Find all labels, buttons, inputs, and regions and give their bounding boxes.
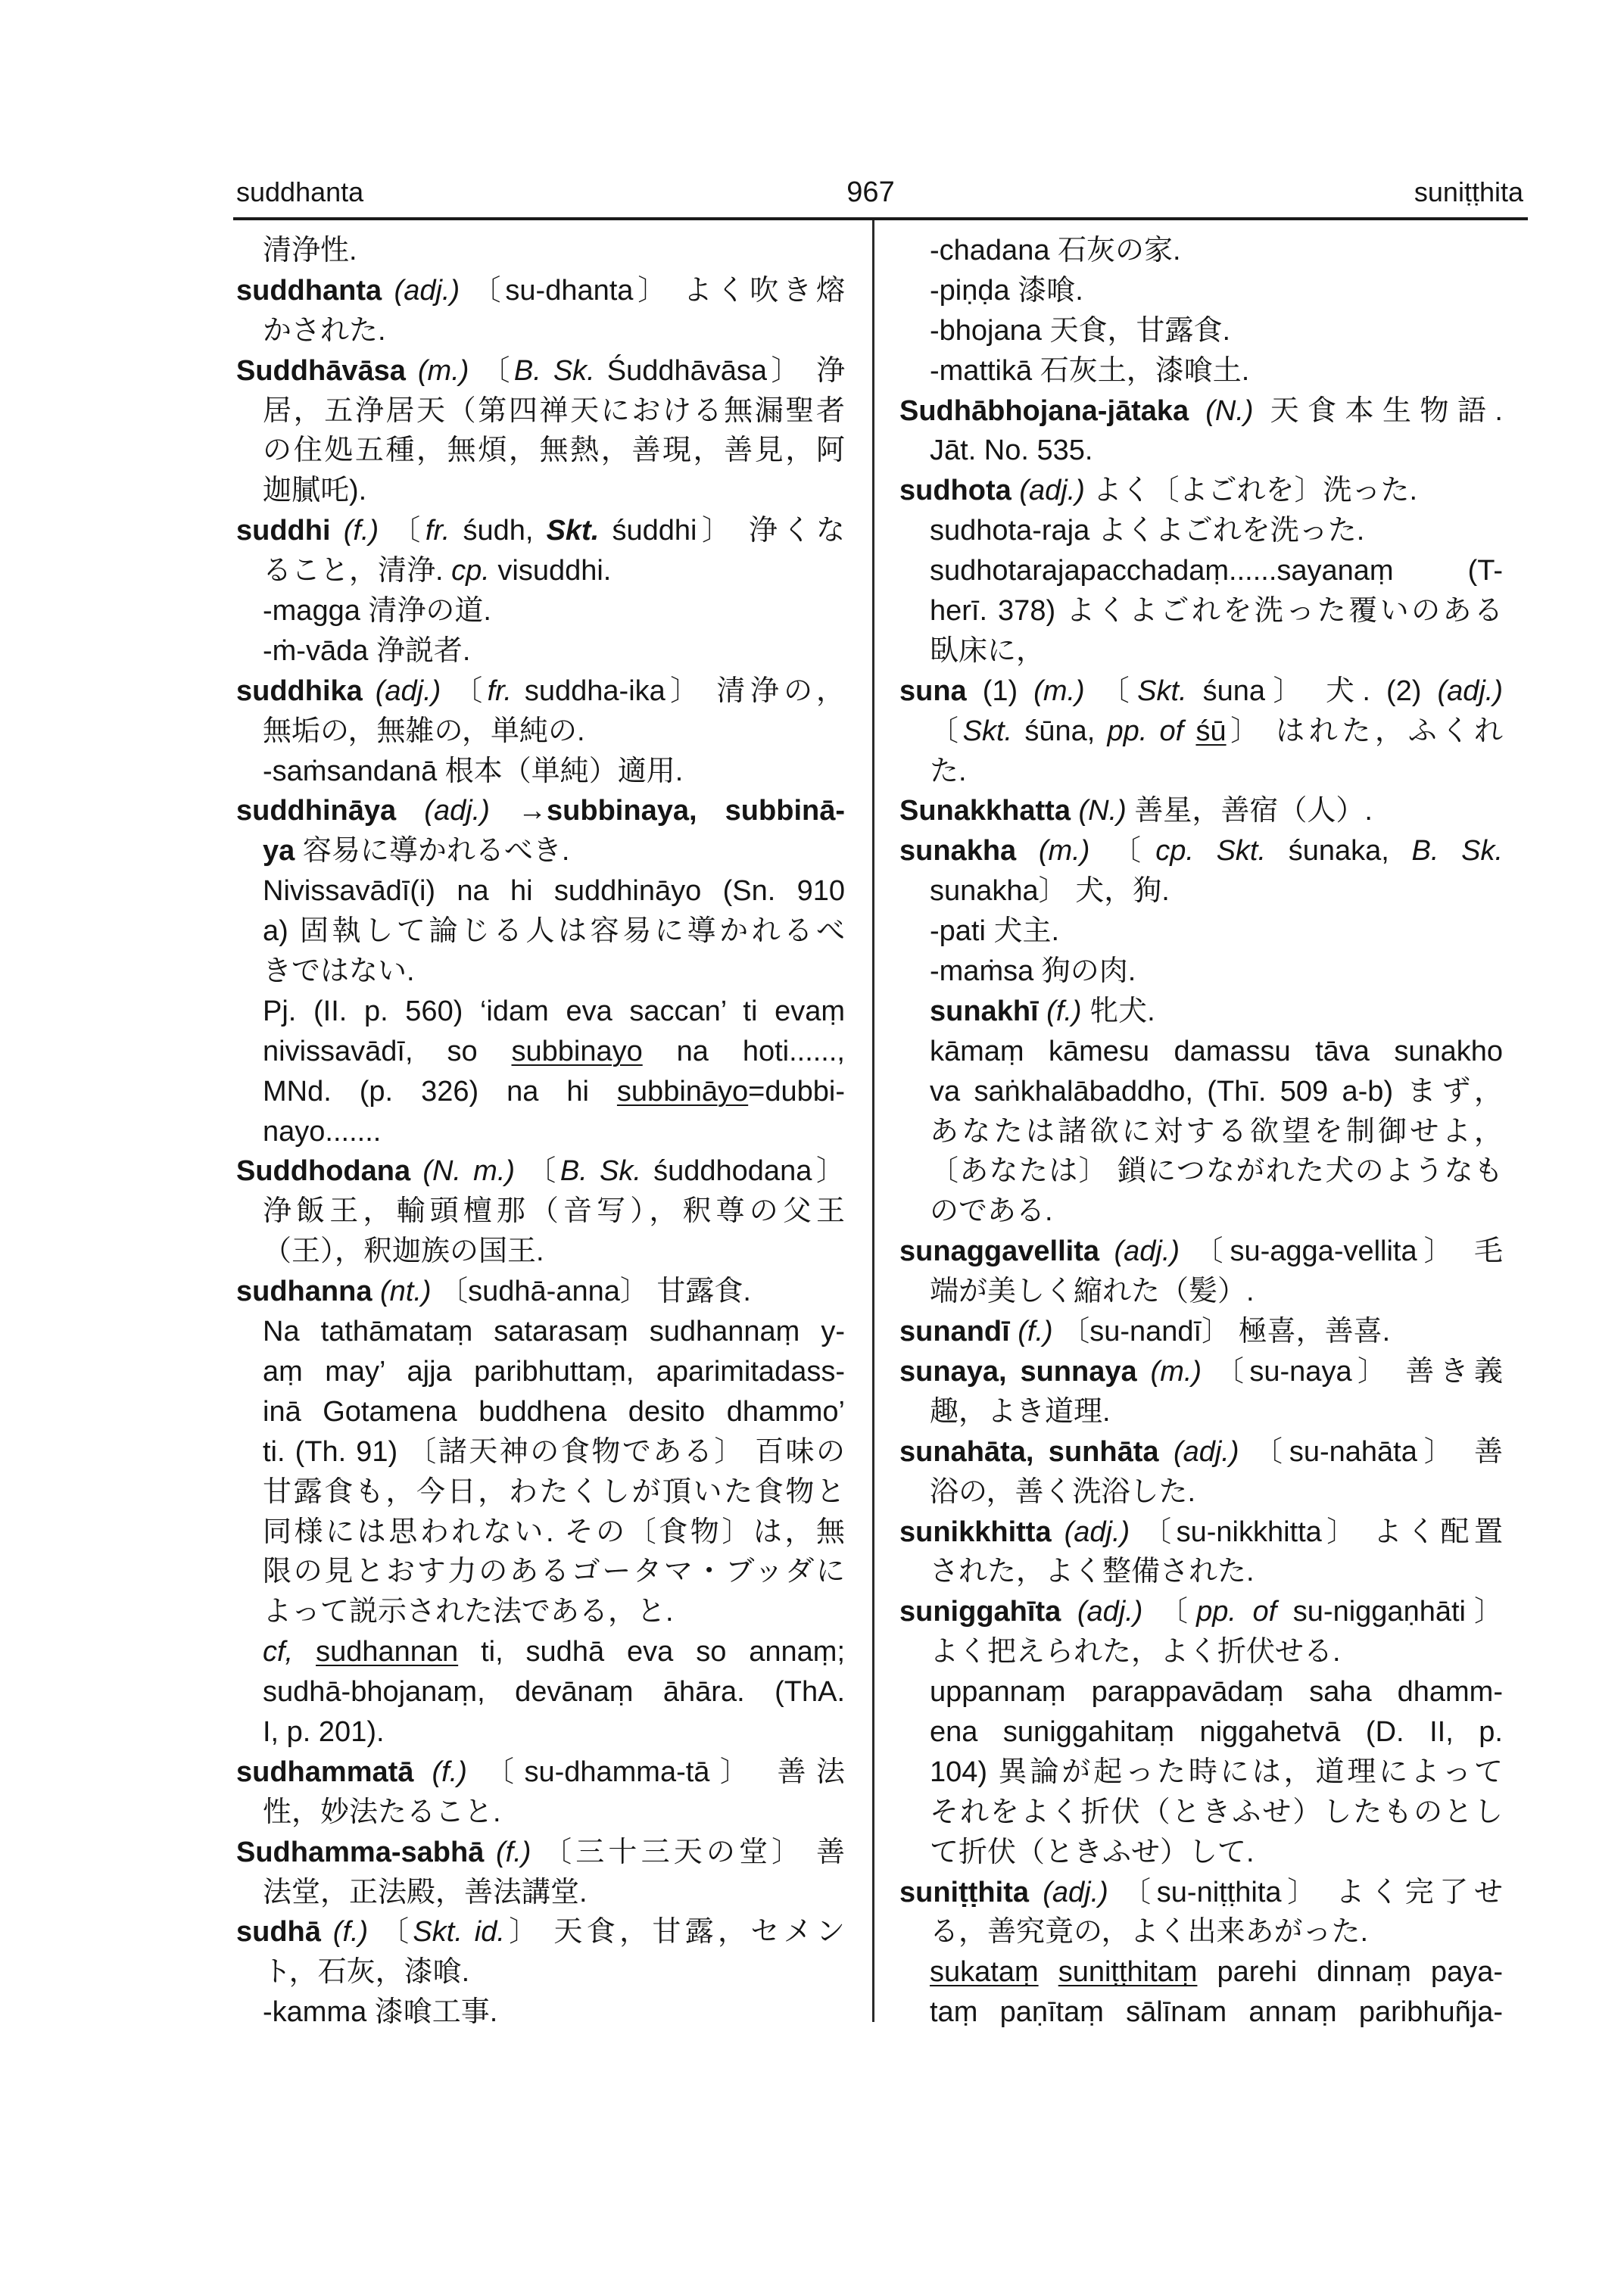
entry-line (930, 1272, 1503, 1312)
text-run: 浄飯王，輸頭檀那（音写），釈尊の父王 (263, 1195, 845, 1228)
entry-line (263, 1432, 845, 1472)
grammar-label: (f.) (320, 1916, 369, 1949)
entry-line (263, 992, 845, 1032)
entry-line (263, 1392, 845, 1432)
entry-head-line (236, 671, 845, 712)
text-run: visuddhi. (489, 555, 612, 587)
entry-head-line (899, 391, 1503, 431)
text-run: nivissavādī, so (263, 1035, 512, 1067)
entry-line (263, 471, 845, 511)
entry-head-line (899, 1312, 1503, 1352)
headword: suddhika (236, 675, 363, 707)
text-run: ti. (Th. 91) 〔諸天神の食物である〕 百味の (263, 1435, 845, 1468)
headword: suniggahīta (899, 1596, 1061, 1628)
grammar-label: Skt. (1216, 835, 1267, 868)
text-run: 〔 (930, 715, 963, 747)
entry-head-line (899, 671, 1503, 712)
entry-head-line (236, 1752, 845, 1793)
left-column (236, 231, 845, 2033)
text-run: 〔su-nikkhitta〕 よく配置 (1130, 1516, 1503, 1548)
headword: sunakha (899, 835, 1017, 868)
column-divider (872, 220, 874, 2022)
text-run: (1) (966, 675, 1034, 707)
text-run: 〔 (469, 354, 514, 387)
text-run: śuddhi〕 浄くな (599, 515, 846, 547)
page-number: 967 (846, 176, 895, 208)
text-run: 迦膩吒). (263, 475, 367, 507)
text-run (1039, 1956, 1058, 1988)
text-run: va saṅkhalābaddho, (Thī. 509 a-b) まず， (930, 1075, 1503, 1108)
headword: Sudhābhojana-jātaka (899, 394, 1189, 427)
entry-line (930, 952, 1503, 992)
entry-line (263, 1352, 845, 1392)
entry-line (930, 1552, 1503, 1592)
entry-head-line (236, 1151, 845, 1192)
entry-line (263, 1513, 845, 1553)
headword: sunaya, sunnaya (899, 1355, 1137, 1388)
text-run: 清浄性. (263, 235, 357, 266)
headword: Skt. (546, 515, 600, 547)
entry-line (930, 511, 1503, 551)
text-run: sudhota-raja よくよごれを洗った. (930, 515, 1365, 547)
text-run: na hoti......, (642, 1035, 845, 1067)
grammar-label: (m.) (1033, 675, 1085, 707)
entry-line (930, 1672, 1503, 1712)
text-run: -chadana 石灰の家. (930, 235, 1181, 266)
entry-head-line (899, 1352, 1503, 1392)
text-run: る，善究竟の，よく出来あがった. (930, 1916, 1369, 1949)
text-run: -mattikā 石灰土，漆喰土. (930, 354, 1250, 387)
grammar-label: (adj.) (1051, 1516, 1130, 1548)
text-run: -ṁ-vāda 浄説者. (263, 634, 471, 667)
entry-line (930, 591, 1503, 631)
text-run: 〔 (1142, 1596, 1197, 1628)
text-run: 法堂，正法殿，善法講堂. (263, 1876, 588, 1908)
entry-head-line (899, 791, 1503, 831)
headword: suddhināya (236, 795, 397, 827)
entry-line (930, 1793, 1503, 1833)
text-run: た. (930, 755, 967, 787)
text-run: sudhotarajapacchadaṃ......sayanaṃ (T- (930, 555, 1503, 587)
text-run: śūna, (1012, 715, 1108, 747)
headword: Suddhāvāsa (236, 354, 406, 387)
text-run: 〔su-agga-vellita〕 毛 (1180, 1235, 1503, 1268)
headword: sunikkhitta (899, 1516, 1052, 1548)
grammar-label: (nt.) (372, 1276, 432, 1308)
text-run: ena suniggahitaṃ niggahetvā (D. II, p. (930, 1715, 1503, 1748)
text-run: 〕 はれた，ふくれ (1226, 715, 1503, 747)
headword: sunahāta, sunhāta (899, 1435, 1159, 1468)
grammar-label: B. Sk. (513, 354, 595, 387)
entry-head-line (236, 791, 845, 831)
text-run: のである. (930, 1195, 1053, 1228)
entry-line (263, 1793, 845, 1833)
grammar-label: (f.) (1038, 995, 1082, 1027)
grammar-label: B. Sk. (1411, 835, 1504, 868)
headword: suddhanta (236, 274, 382, 307)
text-run: -saṁsandanā 根本（単純）適用. (263, 755, 684, 787)
text-run: 居，五浄居天（第四禅天における無漏聖者 (263, 394, 845, 427)
text-run: Jāt. No. 535. (930, 435, 1093, 467)
entry-head-line (899, 831, 1503, 871)
text-run: uppannaṃ parappavādaṃ saha dhamm- (930, 1676, 1503, 1709)
entry-line (263, 431, 845, 471)
entry-line (263, 831, 845, 871)
text-run: sudhā-bhojanaṃ, devānaṃ āhāra. (ThA. (263, 1676, 845, 1709)
entry-head-line (236, 271, 845, 311)
text-run: 甘露食も，今日，わたくしが頂いた食物と (263, 1475, 845, 1508)
text-run: -bhojana 天食，甘露食. (930, 314, 1231, 347)
text-run: （王），釈迦族の国王. (263, 1235, 544, 1268)
text-run: MNd. (p. 326) na hi (263, 1075, 617, 1108)
grammar-label: cp. (1155, 835, 1194, 868)
headword: Sudhamma-sabhā (236, 1836, 485, 1868)
text-run: よく〔よごれを〕洗った. (1084, 475, 1418, 507)
text-run: 臥床に， (930, 634, 1046, 667)
text-run: よって説示された法である，と. (263, 1596, 674, 1628)
text-run: 〔sudhā-anna〕 甘露食. (431, 1276, 751, 1308)
entry-line (263, 631, 845, 671)
text-run: a) 固執して論じる人は容易に導かれるべ (263, 915, 845, 948)
grammar-label: (f.) (413, 1756, 467, 1788)
grammar-label: (f.) (330, 515, 379, 547)
text-run: -maṁsa 狗の肉. (930, 955, 1136, 988)
grammar-label: (adj.) (1099, 1235, 1180, 1268)
entry-line (930, 231, 1503, 271)
text-run: ト，石灰，漆喰. (263, 1956, 470, 1989)
text-run: 容易に導かれるべき. (295, 835, 570, 868)
grammar-label: (adj.) (396, 795, 490, 827)
text-run: parehi dinnaṃ paya- (1197, 1956, 1503, 1989)
text-run: 104) 異論が起った時には，道理によって (930, 1756, 1503, 1788)
entry-line (930, 752, 1503, 792)
text-run: 牝犬. (1081, 995, 1155, 1027)
text-run: su-niggaṇhāti〕 (1276, 1596, 1504, 1628)
entry-line (930, 1752, 1503, 1793)
text-run: 限の見とおす力のあるゴータマ・ブッダに (263, 1556, 845, 1588)
grammar-label: (adj.) (1028, 1876, 1108, 1908)
text-run: 〔 (1089, 835, 1156, 868)
text-run: ti, sudhā eva so annaṃ; (458, 1636, 846, 1668)
grammar-label: fr. (487, 675, 512, 707)
text-run (1194, 835, 1217, 867)
entry-line (263, 1552, 845, 1592)
text-run: かされた. (263, 314, 386, 347)
entry-line (930, 1472, 1503, 1513)
grammar-label: (f.) (1009, 1316, 1053, 1348)
entry-line (263, 1873, 845, 1913)
headword: sudhota (899, 475, 1011, 507)
text-run: herī. 378) よくよごれを洗った覆いのある (930, 595, 1503, 628)
entry-line (263, 712, 845, 752)
entry-line (263, 311, 845, 351)
grammar-label: pp. of (1196, 1596, 1277, 1628)
text-run: それをよく折伏（ときふせ）したものとし (930, 1796, 1503, 1828)
entry-line (930, 1912, 1503, 1952)
entry-line (930, 551, 1503, 591)
entry-line (263, 1632, 845, 1672)
text-run: śunaka, (1266, 835, 1412, 868)
text-run: 端が美しく縮れた（髪）. (930, 1276, 1255, 1308)
text-run: 無垢の，無雑の，単純の. (263, 715, 585, 747)
text-run: aṃ may’ ajja paribhuttaṃ, aparimitadass- (263, 1355, 845, 1388)
text-run: 〔 (379, 515, 425, 547)
grammar-label: B. Sk. (560, 1155, 641, 1188)
underlined-text: suniṭṭhitaṃ (1058, 1956, 1198, 1989)
entry-line (930, 351, 1503, 391)
text-run: ること，清浄. (263, 555, 452, 587)
grammar-label: fr. (425, 515, 450, 547)
grammar-label: (N. m.) (410, 1155, 516, 1188)
text-run: Nivissavādī(i) na hi suddhināyo (Sn. 910 (263, 875, 845, 908)
headword: →subbinaya, subbinā- (518, 795, 845, 827)
text-run: Pj. (II. p. 560) ‘idam eva saccan’ ti evaṃ (263, 995, 845, 1027)
text-run: -pati 犬主. (930, 915, 1060, 948)
text-run: Śuddhāvāsa〕 浄 (594, 354, 845, 387)
text-run: 同様には思われない. その〔食物〕は，無 (263, 1516, 845, 1548)
underlined-text: śū (1195, 715, 1227, 747)
grammar-label: (adj.) (362, 675, 441, 707)
entry-line (930, 311, 1503, 351)
grammar-label: (adj.) (1011, 475, 1085, 507)
entry-line (263, 1592, 845, 1632)
entry-head-line (236, 1912, 845, 1952)
headword: suddhi (236, 515, 331, 547)
underlined-text: subbināyo (616, 1075, 749, 1108)
entry-head-line (899, 1592, 1503, 1632)
grammar-label: (m.) (405, 354, 469, 387)
grammar-label: (adj.) (1061, 1596, 1143, 1628)
entry-line (263, 1992, 845, 2033)
entry-line (930, 911, 1503, 952)
entry-line (263, 551, 845, 591)
text-run: きではない. (263, 955, 415, 988)
grammar-label: cf, (263, 1636, 294, 1668)
entry-head-line (236, 351, 845, 391)
entry-line (263, 1072, 845, 1112)
entry-line (930, 1392, 1503, 1432)
headword: sunakhī (930, 995, 1039, 1027)
text-run: の住処五種，無煩，無熱，善現，善見，阿 (263, 435, 845, 467)
headword: Sunakkhatta (899, 795, 1071, 827)
grammar-label: (f.) (484, 1836, 531, 1868)
text-run: śuddhodana〕 (641, 1155, 845, 1188)
grammar-label: (m.) (1016, 835, 1090, 868)
grammar-label: (N.) (1189, 394, 1254, 427)
text-run: て折伏（ときふせ）して. (930, 1836, 1255, 1868)
entry-line (930, 1112, 1503, 1152)
headword: suna (899, 675, 967, 707)
grammar-label: (adj.) (1437, 675, 1504, 707)
entry-head-line (899, 1513, 1503, 1553)
headword: ya (263, 835, 295, 868)
entry-line (930, 1992, 1503, 2033)
entry-line (263, 391, 845, 431)
entry-line (263, 1952, 845, 1992)
entry-head-line (899, 1232, 1503, 1272)
entry-line (930, 1833, 1503, 1873)
text-run: -magga 清浄の道. (263, 595, 491, 628)
entry-line (930, 1072, 1503, 1112)
headword: suniṭṭhita (899, 1876, 1029, 1908)
headword: sunaggavellita (899, 1235, 1099, 1268)
text-run: よく把えられた，よく折伏せる. (930, 1636, 1341, 1668)
headword: Suddhodana (236, 1155, 411, 1188)
text-run: 〔su-dhamma-tā〕 善法 (466, 1756, 845, 1788)
entry-line (263, 1672, 845, 1712)
text-run: nayo....... (263, 1115, 382, 1148)
entry-line (930, 712, 1503, 752)
underlined-text: sudhannan (316, 1636, 459, 1668)
text-run: 〔su-nandī〕 極喜，善喜. (1052, 1316, 1391, 1348)
grammar-label: pp. of (1107, 715, 1184, 747)
entry-line (263, 231, 845, 271)
headword: sudhā (236, 1916, 321, 1949)
right-guide-word: suniṭṭhita (1414, 176, 1523, 207)
text-run: 〔あなたは〕 鎖につながれた犬のようなも (930, 1155, 1503, 1188)
entry-head-line (236, 1833, 845, 1873)
text-run: 性，妙法たること. (263, 1796, 501, 1828)
text-run: 〔 (368, 1916, 413, 1949)
grammar-label: Skt. id. (413, 1916, 505, 1949)
text-run: -kamma 漆喰工事. (263, 1996, 498, 2029)
entry-line (263, 1472, 845, 1513)
entry-line (930, 1192, 1503, 1232)
entry-line (263, 1712, 845, 1752)
text-run: taṃ paṇītaṃ sālīnam annaṃ paribhuñja- (930, 1996, 1503, 2029)
text-run: 〕 天食，甘露，セメン (504, 1916, 846, 1949)
entry-line (263, 1032, 845, 1072)
text-run: 〔 (515, 1155, 560, 1188)
entry-line (930, 1712, 1503, 1752)
text-run (490, 795, 518, 827)
entry-line (930, 871, 1503, 911)
text-run: 趣，よき道理. (930, 1395, 1111, 1428)
headword: sunandī (899, 1316, 1010, 1348)
header-rule (233, 217, 1528, 220)
text-run: 〔su-dhanta〕 よく吹き熔 (460, 274, 845, 307)
text-run (293, 1636, 316, 1668)
text-run: 〔 (1084, 675, 1138, 707)
text-run: された，よく整備された. (930, 1556, 1255, 1588)
entry-line (263, 911, 845, 952)
entry-head-line (899, 1432, 1503, 1472)
entry-line (263, 871, 845, 911)
grammar-label: (m.) (1136, 1355, 1202, 1388)
text-run: 〔su-niṭṭhita〕 よく完了せ (1108, 1876, 1503, 1908)
text-run: あなたは諸欲に対する欲望を制御せよ， (930, 1115, 1503, 1148)
grammar-label: cp. (451, 555, 490, 587)
text-run (1183, 715, 1195, 747)
entry-line (263, 952, 845, 992)
text-run: 〔三十三天の堂〕 善 (531, 1836, 845, 1868)
text-run: 〔su-naya〕 善き義 (1202, 1355, 1503, 1388)
entry-line (263, 1192, 845, 1232)
entry-line (930, 1952, 1503, 1992)
entry-head-line (899, 1873, 1503, 1913)
grammar-label: (adj.) (1158, 1435, 1239, 1468)
entry-head-line (899, 471, 1503, 511)
text-run: suddha-ika〕 清浄の， (511, 675, 846, 707)
text-run: sunakha〕 犬，狗. (930, 875, 1170, 908)
entry-line (930, 431, 1503, 471)
grammar-label: Skt. (962, 715, 1013, 747)
entry-line (930, 1151, 1503, 1192)
text-run: 天食本生物語. (1253, 394, 1503, 427)
text-run: Na tathāmataṃ satarasaṃ sudhannaṃ y- (263, 1316, 845, 1348)
left-guide-word: suddhanta (236, 176, 364, 207)
entry-line (930, 1632, 1503, 1672)
text-run: 〔 (441, 675, 488, 707)
right-column (899, 231, 1503, 2033)
entry-line (263, 1112, 845, 1152)
grammar-label: (adj.) (382, 274, 460, 307)
entry-line (930, 1032, 1503, 1072)
entry-line (930, 631, 1503, 671)
entry-line (263, 591, 845, 631)
entry-line (930, 271, 1503, 311)
entry-line (930, 992, 1503, 1032)
underlined-text: subbinayo (511, 1035, 643, 1067)
text-run: I, p. 201). (263, 1715, 385, 1748)
headword: sudhanna (236, 1276, 372, 1308)
text-run: śuna〕 犬. (2) (1186, 675, 1438, 707)
entry-head-line (236, 1272, 845, 1312)
underlined-text: sukataṃ (930, 1956, 1039, 1989)
entry-line (263, 1232, 845, 1272)
grammar-label: Skt. (1137, 675, 1187, 707)
grammar-label: (N.) (1070, 795, 1127, 827)
entry-line (263, 752, 845, 792)
headword: sudhammatā (236, 1756, 414, 1788)
text-run: 浴の，善く洗浴した. (930, 1475, 1196, 1508)
entry-line (263, 1312, 845, 1352)
entry-head-line (236, 511, 845, 551)
text-run: śudh, (450, 515, 547, 547)
text-run: -piṇḍa 漆喰. (930, 274, 1083, 307)
text-run: 〔su-nahāta〕 善 (1239, 1435, 1504, 1468)
text-run: =dubbi- (748, 1075, 845, 1108)
text-run: kāmaṃ kāmesu damassu tāva sunakho (930, 1035, 1503, 1067)
text-run: 善星，善宿（人）. (1126, 795, 1373, 827)
text-run: inā Gotamena buddhena desito dhammo’ (263, 1395, 845, 1428)
